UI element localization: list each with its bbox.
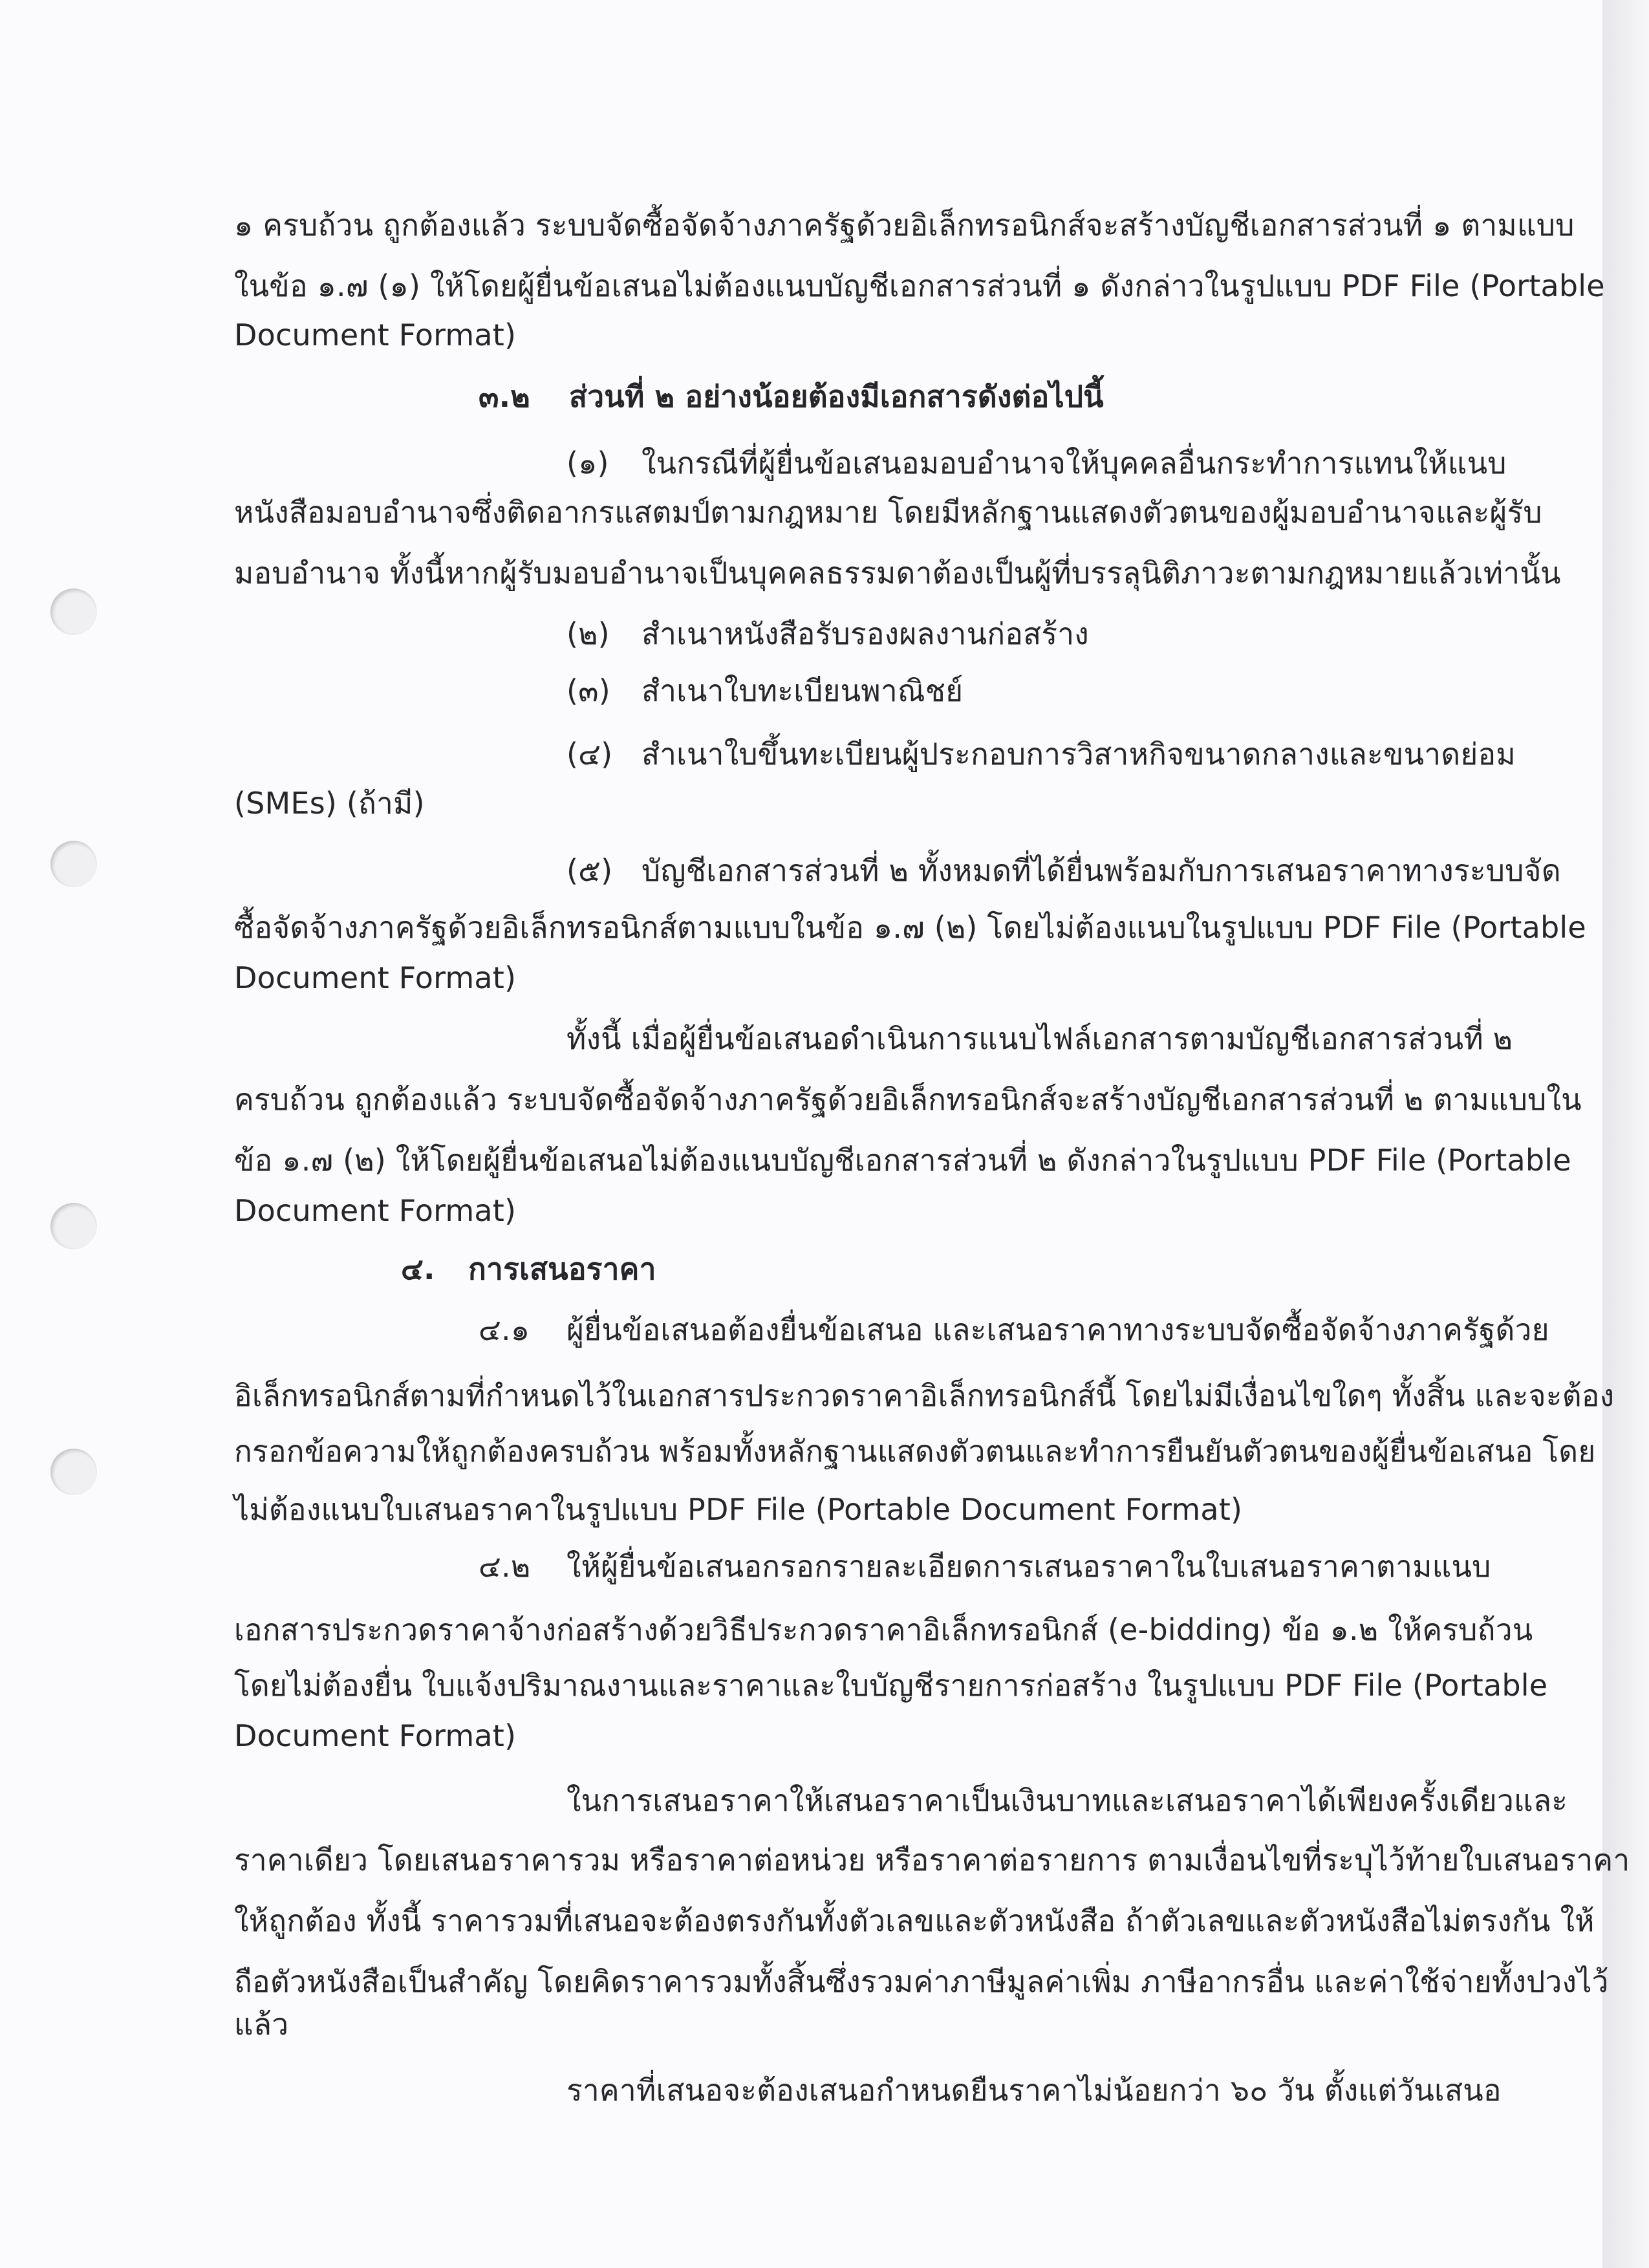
- body-line: ถือตัวหนังสือเป็นสำคัญ โดยคิดราคารวมทั้งสิ้นซึ่งรวมค่าภาษีมูลค่าเพิ่ม ภาษีอากรอื่น และค่าใช้จ่ายทั้งปวงไว้: [234, 1964, 1609, 1999]
- list-item: [566, 671, 963, 710]
- body-line: ๑ ครบถ้วน ถูกต้องแล้ว ระบบจัดซื้อจัดจ้างภาครัฐด้วยอิเล็กทรอนิกส์จะสร้างบัญชีเอกสารส่วนที่ ๑ ตามแบบ: [234, 208, 1575, 243]
- body-line: โดยไม่ต้องยื่น ใบแจ้งปริมาณงานและราคาและใบบัญชีรายการก่อสร้าง ในรูปแบบ PDF File (Portable: [234, 1668, 1548, 1703]
- page-edge: [1602, 0, 1649, 2268]
- list-item: [479, 1547, 1491, 1586]
- body-line: แล้ว: [234, 2007, 289, 2042]
- list-item: [566, 614, 1089, 653]
- item-number: ๔.๑: [479, 1312, 530, 1347]
- item-number: (๒): [566, 616, 610, 651]
- punch-hole-1: [50, 589, 97, 635]
- punch-hole-2: [50, 841, 97, 887]
- body-line: ไม่ต้องแนบใบเสนอราคาในรูปแบบ PDF File (Portable Document Format): [234, 1492, 1243, 1527]
- body-line: (SMEs) (ถ้ามี): [234, 786, 425, 821]
- punch-hole-3: [50, 1203, 97, 1249]
- body-line: ให้ถูกต้อง ทั้งนี้ ราคารวมที่เสนอจะต้องตรงกันทั้งตัวเลขและตัวหนังสือ ถ้าตัวเลขและตัวหนังสือไม่ตรงกัน ให้: [234, 1903, 1595, 1938]
- body-line: เอกสารประกวดราคาจ้างก่อสร้างด้วยวิธีประกวดราคาอิเล็กทรอนิกส์ (e-bidding) ข้อ ๑.๒ ให้ครบถ้วน: [234, 1612, 1533, 1647]
- body-line: ครบถ้วน ถูกต้องแล้ว ระบบจัดซื้อจัดจ้างภาครัฐด้วยอิเล็กทรอนิกส์จะสร้างบัญชีเอกสารส่วนที่ ๒ ตามแบบใน: [234, 1082, 1582, 1117]
- body-line: Document Format): [234, 960, 517, 995]
- body-line: ราคาที่เสนอจะต้องเสนอกำหนดยืนราคาไม่น้อยกว่า ๖๐ วัน ตั้งแต่วันเสนอ: [566, 2073, 1502, 2108]
- body-line: ในการเสนอราคาให้เสนอราคาเป็นเงินบาทและเสนอราคาได้เพียงครั้งเดียวและ: [566, 1783, 1568, 1818]
- section-title: การเสนอราคา: [468, 1251, 656, 1286]
- item-text: สำเนาหนังสือรับรองผลงานก่อสร้าง: [641, 616, 1089, 651]
- item-text: ในกรณีที่ผู้ยื่นข้อเสนอมอบอำนาจให้บุคคลอื่นกระทำการแทนให้แนบ: [641, 446, 1507, 481]
- item-text: สำเนาใบทะเบียนพาณิชย์: [641, 673, 964, 708]
- item-text: บัญชีเอกสารส่วนที่ ๒ ทั้งหมดที่ได้ยื่นพร้อมกับการเสนอราคาทางระบบจัด: [641, 853, 1561, 888]
- item-text: สำเนาใบขึ้นทะเบียนผู้ประกอบการวิสาหกิจขนาดกลางและขนาดย่อม: [641, 737, 1516, 772]
- body-line: ข้อ ๑.๗ (๒) ให้โดยผู้ยื่นข้อเสนอไม่ต้องแนบบัญชีเอกสารส่วนที่ ๒ ดังกล่าวในรูปแบบ PDF File (Portable: [234, 1143, 1571, 1178]
- item-number: (๓): [566, 673, 610, 708]
- item-number: (๔): [566, 737, 613, 772]
- section-title: ส่วนที่ ๒ อย่างน้อยต้องมีเอกสารดังต่อไปนี้: [569, 379, 1104, 414]
- item-text: ผู้ยื่นข้อเสนอต้องยื่นข้อเสนอ และเสนอราคาทางระบบจัดซื้อจัดจ้างภาครัฐด้วย: [566, 1312, 1549, 1347]
- item-number: (๑): [566, 446, 609, 481]
- section-number: ๓.๒: [479, 379, 530, 414]
- section-heading: [479, 377, 1104, 416]
- body-line: ทั้งนี้ เมื่อผู้ยื่นข้อเสนอดำเนินการแนบไฟล์เอกสารตามบัญชีเอกสารส่วนที่ ๒: [566, 1021, 1513, 1056]
- body-line: Document Format): [234, 1718, 517, 1753]
- section-number: ๔.: [401, 1251, 435, 1286]
- list-item: [566, 851, 1561, 890]
- body-line: ราคาเดียว โดยเสนอราคารวม หรือราคาต่อหน่วย หรือราคาต่อรายการ ตามเงื่อนไขที่ระบุไว้ท้ายใบเสนอราคา: [234, 1842, 1630, 1877]
- item-text: ให้ผู้ยื่นข้อเสนอกรอกรายละเอียดการเสนอราคาในใบเสนอราคาตามแนบ: [566, 1549, 1491, 1584]
- body-line: อิเล็กทรอนิกส์ตามที่กำหนดไว้ในเอกสารประกวดราคาอิเล็กทรอนิกส์นี้ โดยไม่มีเงื่อนไขใดๆ ทั้งสิ้น และจะต้อง: [234, 1378, 1615, 1413]
- body-line: ซื้อจัดจ้างภาครัฐด้วยอิเล็กทรอนิกส์ตามแบบในข้อ ๑.๗ (๒) โดยไม่ต้องแนบในรูปแบบ PDF File (Portable: [234, 910, 1586, 945]
- body-line: มอบอำนาจ ทั้งนี้หากผู้รับมอบอำนาจเป็นบุคคลธรรมดาต้องเป็นผู้ที่บรรลุนิติภาวะตามกฎหมายแล้วเท่านั้น: [234, 556, 1561, 590]
- list-item: [479, 1310, 1549, 1349]
- body-line: หนังสือมอบอำนาจซึ่งติดอากรแสตมป์ตามกฎหมาย โดยมีหลักฐานแสดงตัวตนของผู้มอบอำนาจและผู้รับ: [234, 495, 1542, 530]
- list-item: [566, 735, 1516, 773]
- item-number: (๕): [566, 853, 613, 888]
- body-line: ในข้อ ๑.๗ (๑) ให้โดยผู้ยื่นข้อเสนอไม่ต้องแนบบัญชีเอกสารส่วนที่ ๑ ดังกล่าวในรูปแบบ PDF File (Portable: [234, 268, 1605, 303]
- body-line: Document Format): [234, 318, 517, 352]
- punch-hole-4: [50, 1449, 97, 1495]
- section-heading: [401, 1249, 656, 1288]
- body-line: Document Format): [234, 1193, 517, 1228]
- list-item: [566, 444, 1507, 482]
- body-line: กรอกข้อความให้ถูกต้องครบถ้วน พร้อมทั้งหลักฐานแสดงตัวตนและทำการยืนยันตัวตนของผู้ยื่นข้อเสนอ โดย: [234, 1434, 1596, 1469]
- item-number: ๔.๒: [479, 1549, 531, 1584]
